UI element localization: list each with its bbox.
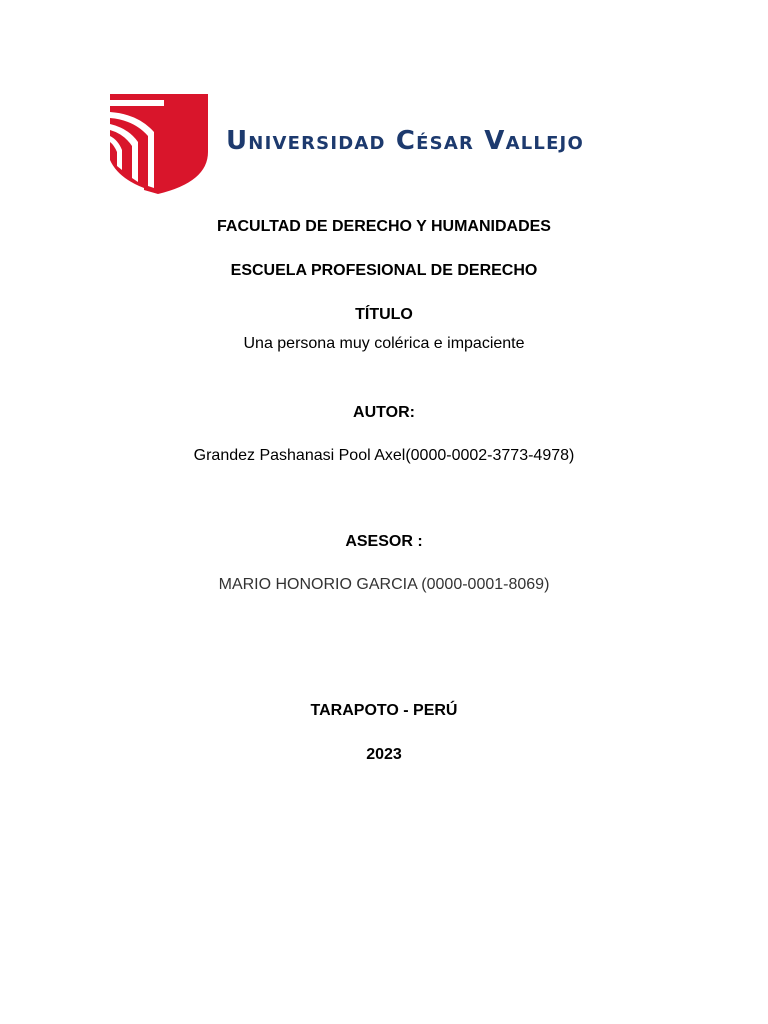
school-heading: ESCUELA PROFESIONAL DE DERECHO <box>230 262 538 279</box>
faculty-heading: FACULTAD DE DERECHO Y HUMANIDADES <box>217 218 551 235</box>
author-text: Grandez Pashanasi Pool Axel(0000-0002-3773-4978) <box>193 447 575 464</box>
advisor-heading: ASESOR : <box>345 533 423 550</box>
title-text: Una persona muy colérica e impaciente <box>243 335 525 352</box>
university-name: Universidad César Vallejo <box>226 126 584 156</box>
university-logo <box>108 92 668 196</box>
title-heading: TÍTULO <box>355 306 413 323</box>
author-heading: AUTOR: <box>353 404 415 421</box>
advisor-text: MARIO HONORIO GARCIA (0000-0001-8069) <box>218 576 550 593</box>
location-text: TARAPOTO - PERÚ <box>310 702 458 719</box>
year-text: 2023 <box>366 746 402 763</box>
shield-logo-icon <box>108 92 210 196</box>
